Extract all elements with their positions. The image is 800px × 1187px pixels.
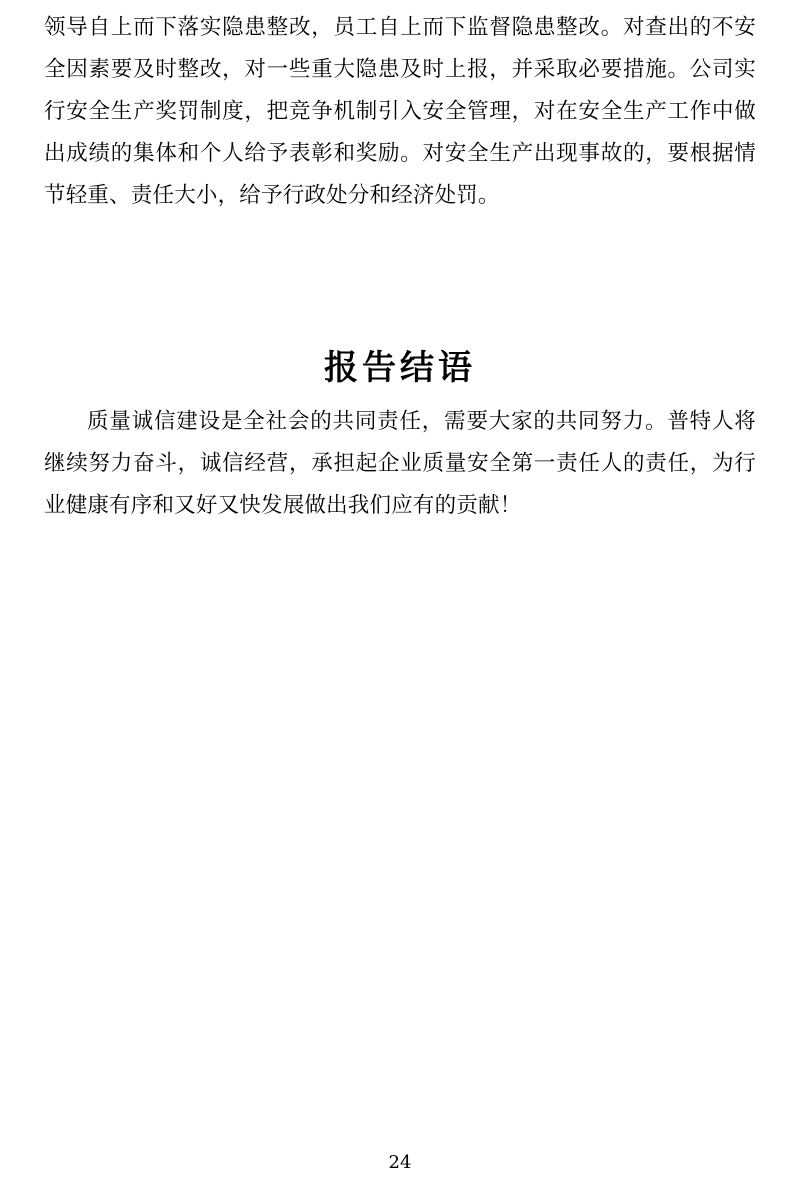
page-number: 24 (388, 1152, 412, 1173)
section-title-conclusion: 报告结语 (324, 348, 476, 388)
safety-paragraph: 领导自上而下落实隐患整改，员工自上而下监督隐患整改。对查出的不安全因素要及时整改，对一些重大隐患及时上报，并采取必要措施。公司实行安全生产奖罚制度，把竞争机制引入安全管理，对在安全生产工作中做出成绩的集体和个人给予表彰和奖励。对安全生产出现事故的，要根据情节轻重、责任大小，给予行政处分和经济处罚。 (44, 15, 756, 208)
conclusion-paragraph: 质量诚信建设是全社会的共同责任，需要大家的共同努力。普特人将继续努力奋斗，诚信经营，承担起企业质量安全第一责任人的责任，为行业健康有序和又好又快发展做出我们应有的贡献！ (44, 409, 756, 518)
